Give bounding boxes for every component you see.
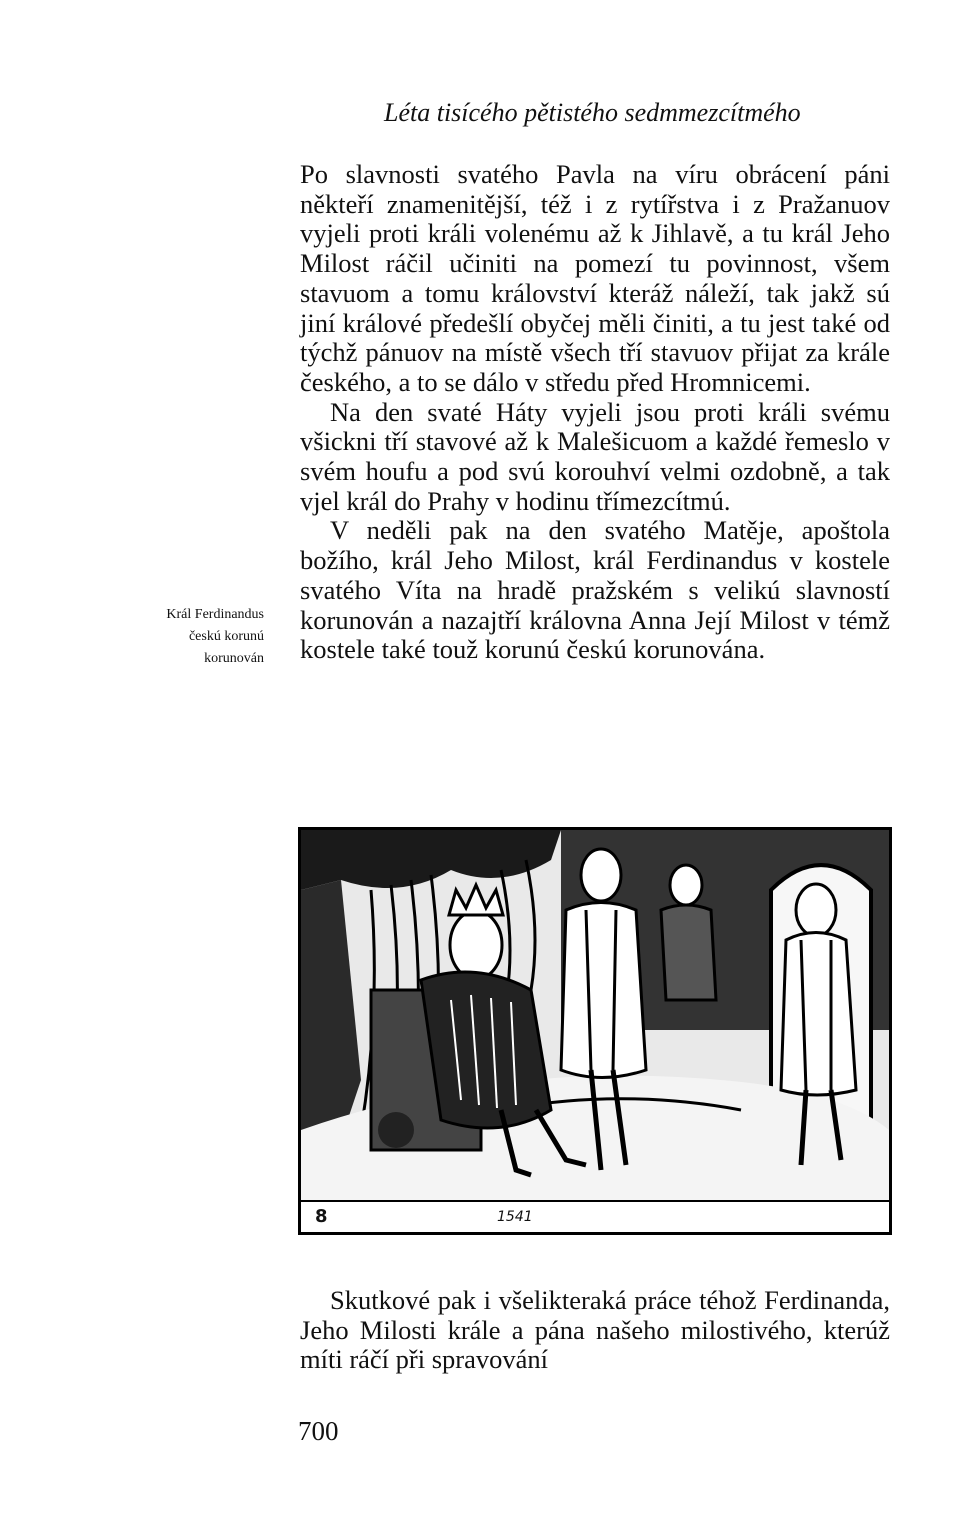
continuation-text: [300, 1286, 890, 1375]
paragraph: V neděli pak na den svatého Matěje, apoštola božího, král Jeho Milost, král Ferdinandus v kostele svatého Víta na hradě pražském s velikú slavností korunován a nazajtří královna Anna Její Milost v témž kostele také touž korunú českú korunována.: [300, 515, 890, 665]
woodcut-illustration: [298, 827, 892, 1235]
woodcut-year: 1541: [497, 1209, 533, 1225]
margin-note-line: Král Ferdinandus: [166, 607, 264, 622]
running-head: Léta tisícého pětistého sedmmezcítmého: [384, 98, 801, 127]
main-text: [300, 160, 890, 665]
woodcut-scene: [301, 830, 889, 1200]
margin-note-line: českú korunú: [188, 629, 264, 644]
woodcut-footer: [301, 1200, 889, 1232]
paragraph: Na den svaté Háty vyjeli jsou proti králi svému všickni tří stavové až k Malešicuom a každé řemeslo v svém houfu a pod svú korouhví velmi ozdobně, a tak vjel král do Prahy v hodinu třímezcítmú.: [300, 396, 890, 516]
page-number: 700: [298, 1416, 339, 1446]
woodcut-monogram: 8: [315, 1206, 328, 1227]
margin-note: [100, 604, 264, 670]
paragraph: Po slavnosti svatého Pavla na víru obrácení páni někteří znamenitější, též i z rytířstva i z Pražanuov vyjeli proti králi volenému až k Jihlavě, a tu král Jeho Milost ráčil učiniti na pomezí tu povinnost, všem stavuom a tomu království kteráž náleží, tak jakž sú jiní králové předešlí obyčej měli činiti, a tu jest také od týchž pánuov na místě všech tří stavuov přijat za krále českého, a to se dálo v středu před Hromnicemi.: [300, 159, 890, 397]
paragraph: Skutkové pak i všelikteraká práce téhož Ferdinanda, Jeho Milosti krále a pána našeho milostivého, kterúž míti ráčí při spravování: [300, 1285, 890, 1375]
margin-note-line: korunován: [204, 651, 264, 666]
